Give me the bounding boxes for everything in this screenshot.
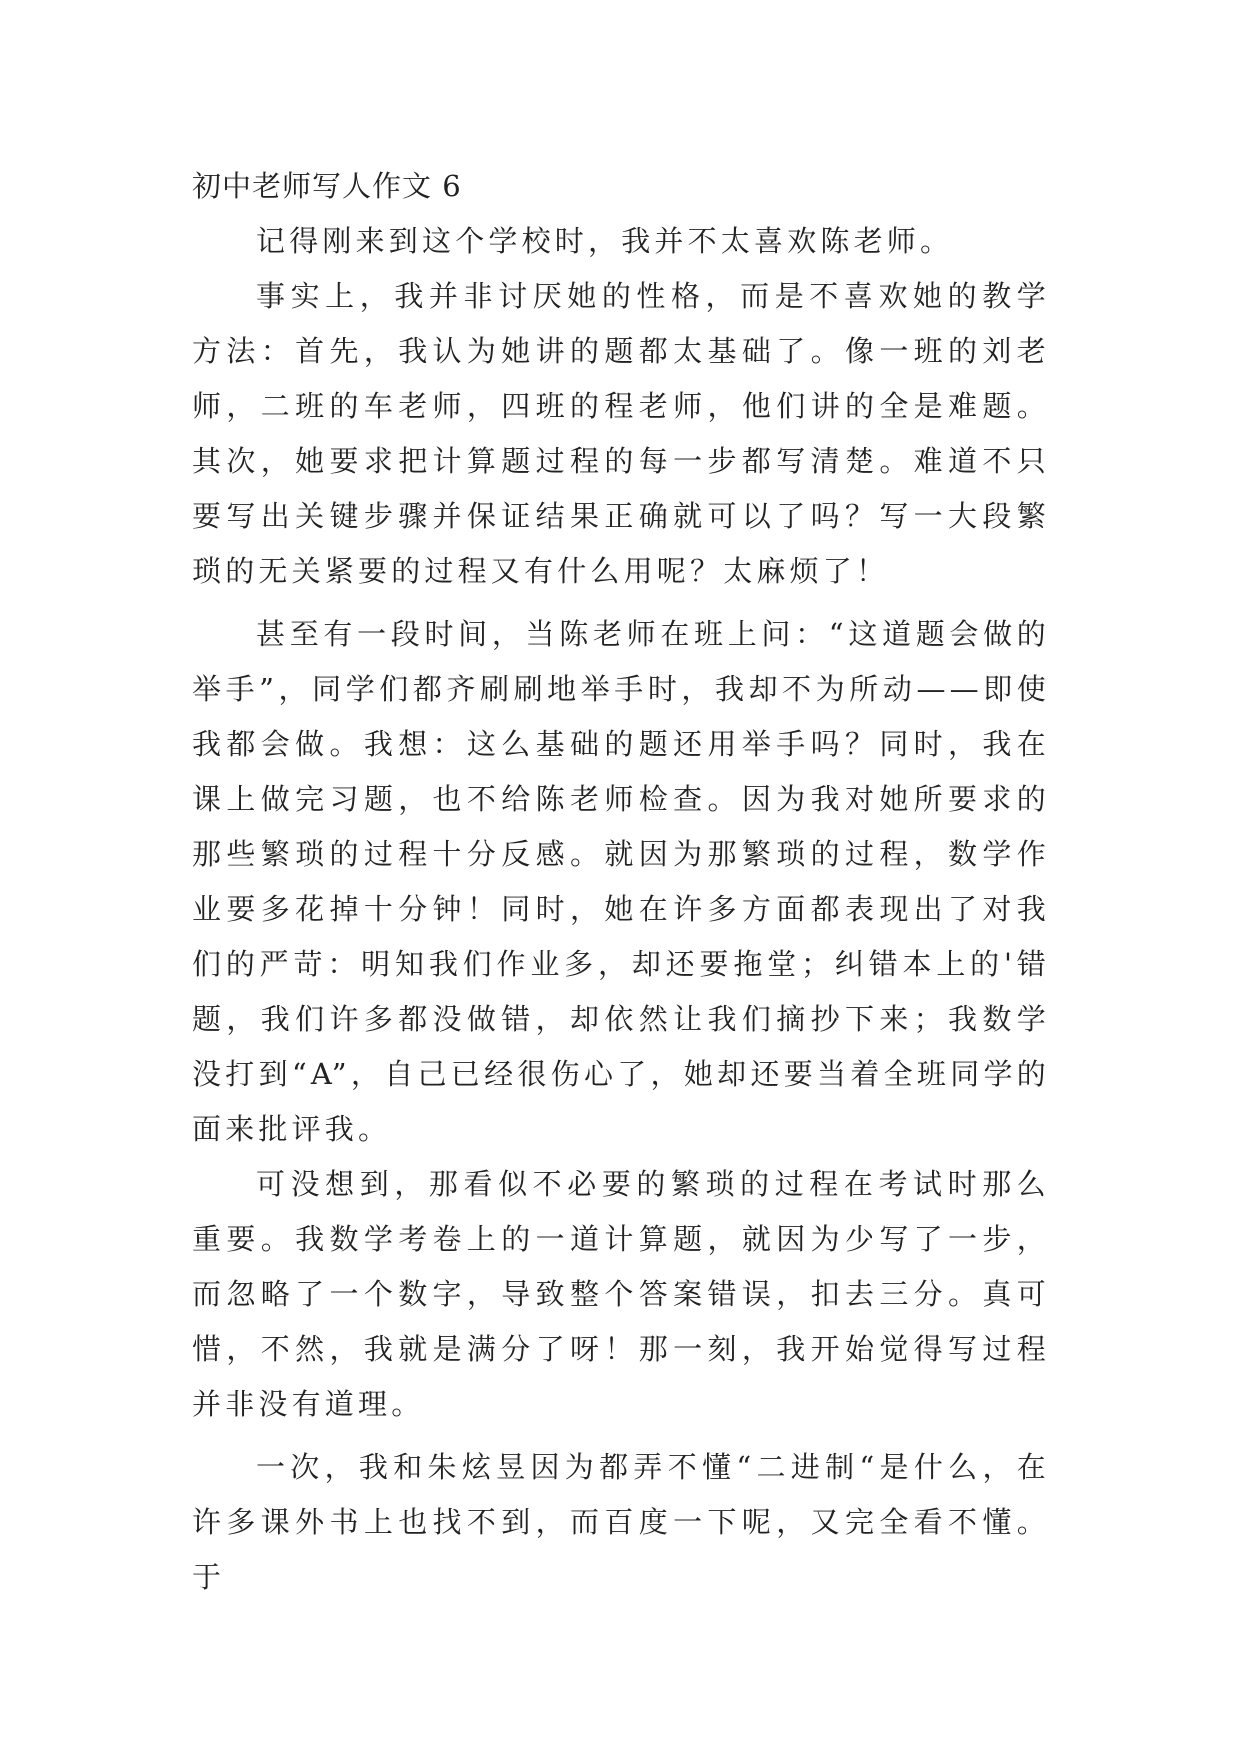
document-body bbox=[192, 160, 1050, 1605]
paragraph-5: 一次，我和朱炫昱因为都弄不懂“二进制“是什么，在许多课外书上也找不到，而百度一下呢，又完全看不懂。于 bbox=[192, 1450, 1050, 1594]
paragraph-1: 记得刚来到这个学校时，我并不太喜欢陈老师。 bbox=[256, 224, 954, 258]
essay-title: 初中老师写人作文 6 bbox=[192, 169, 462, 203]
paragraph-3: 甚至有一段时间，当陈老师在班上问：“这道题会做的举手”，同学们都齐刷刷地举手时，我却不为所动——即使我都会做。我想：这么基础的题还用举手吗？同时，我在课上做完习题，也不给陈老师检查。因为我对她所要求的那些繁琐的过程十分反感。就因为那繁琐的过程，数学作业要多花掉十分钟！同时，她在许多方面都表现出了对我们的严苛：明知我们作业多，却还要拖堂；纠错本上的'错题，我们许多都没做错，却依然让我们摘抄下来；我数学没打到“A”，自己已经很伤心了，她却还要当着全班同学的面来批评我。 bbox=[192, 617, 1050, 1146]
paragraph-2: 事实上，我并非讨厌她的性格，而是不喜欢她的教学方法：首先，我认为她讲的题都太基础了。像一班的刘老师，二班的车老师，四班的程老师，他们讲的全是难题。其次，她要求把计算题过程的每一步都写清楚。难道不只要写出关键步骤并保证结果正确就可以了吗？写一大段繁琐的无关紧要的过程又有什么用呢？太麻烦了！ bbox=[192, 279, 1050, 588]
paragraph-4: 可没想到，那看似不必要的繁琐的过程在考试时那么重要。我数学考卷上的一道计算题，就因为少写了一步，而忽略了一个数字，导致整个答案错误，扣去三分。真可惜，不然，我就是满分了呀！那一刻，我开始觉得写过程并非没有道理。 bbox=[192, 1167, 1050, 1421]
